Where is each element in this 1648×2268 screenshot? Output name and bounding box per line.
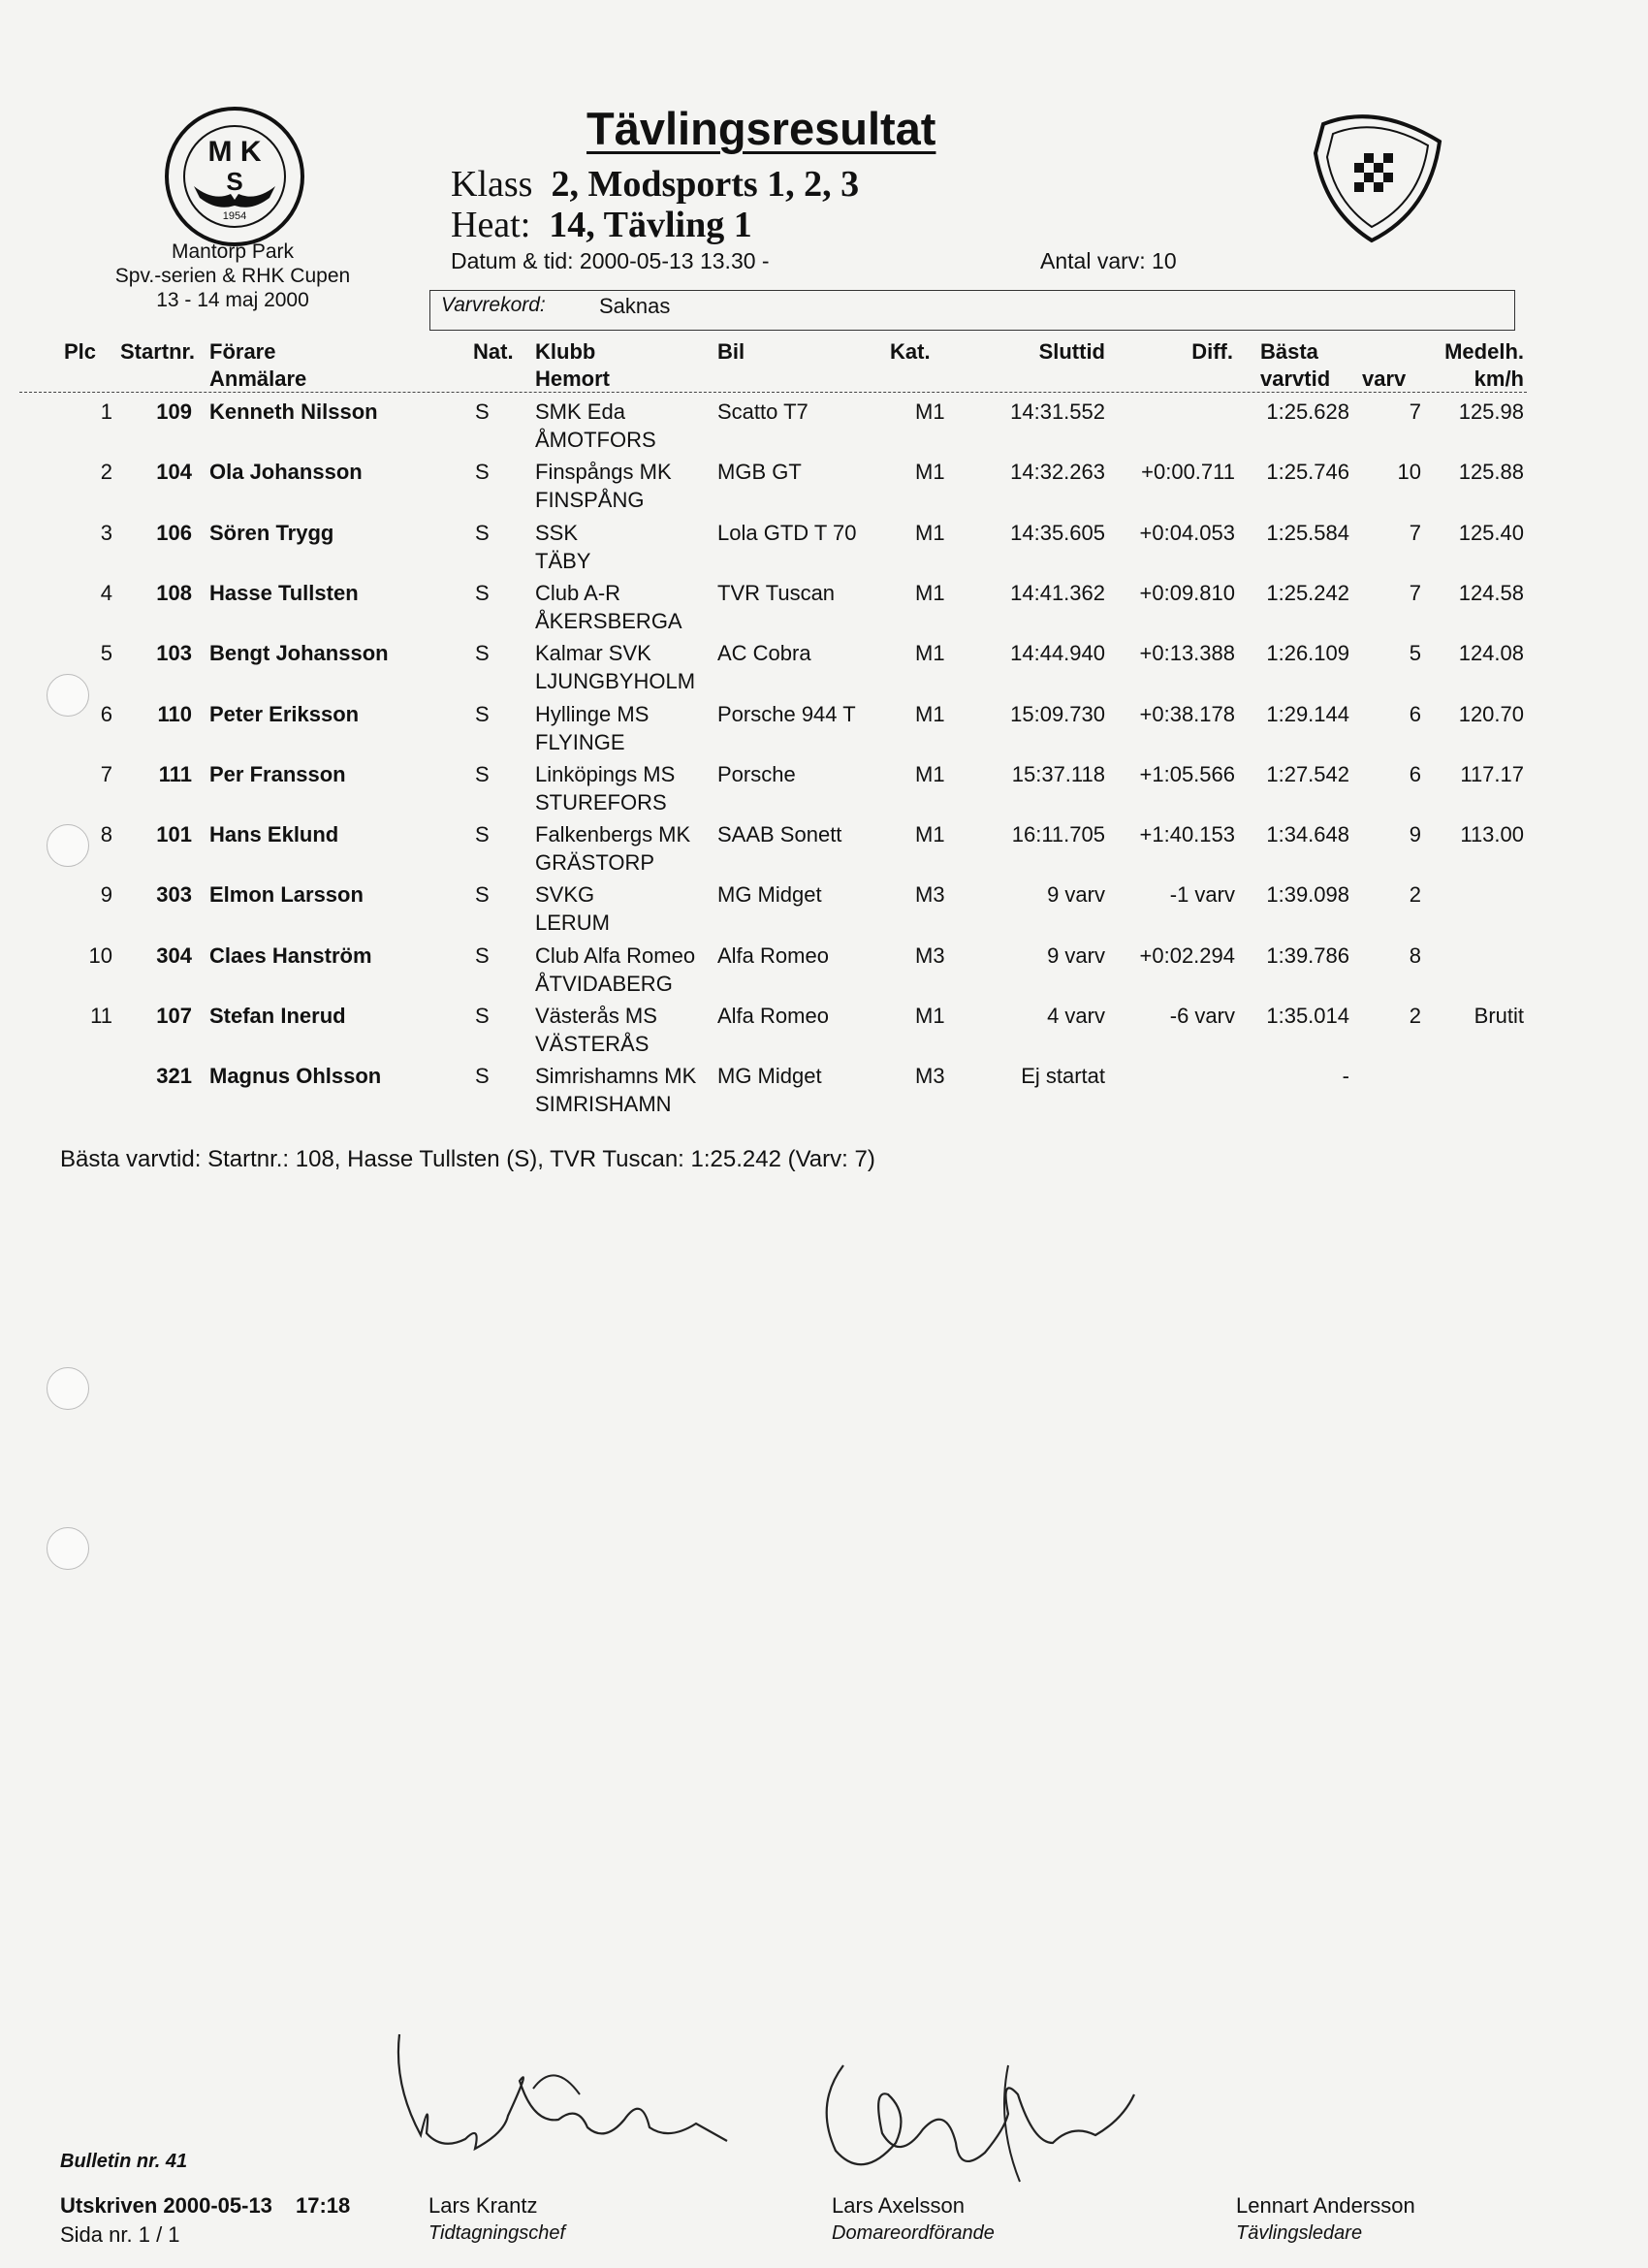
cell-plc: 11	[90, 1004, 112, 1028]
cell-varvtid: 1:34.648	[1266, 822, 1349, 847]
cell-nat: S	[475, 399, 490, 424]
cell-varv: 7	[1409, 580, 1421, 605]
cell-nat: S	[475, 882, 490, 908]
cell-hemort: ÅTVIDABERG	[535, 971, 673, 996]
cell-varvtid: 1:29.144	[1266, 701, 1349, 726]
cell-hemort: ÅMOTFORS	[535, 428, 656, 452]
table-row	[0, 702, 1648, 762]
antal-varv: Antal varv: 10	[1040, 248, 1177, 273]
cell-sluttid: 9 varv	[1047, 882, 1105, 908]
cell-startnr: 111	[158, 761, 192, 786]
cell-plc: 6	[100, 701, 112, 726]
cell-startnr: 108	[156, 580, 192, 605]
official-name: Lennart Andersson	[1236, 2193, 1415, 2218]
table-row	[0, 641, 1648, 701]
col-anmalare: Anmälare	[209, 367, 307, 391]
cell-varv: 7	[1409, 520, 1421, 545]
cell-hemort: STUREFORS	[535, 789, 667, 815]
cell-hemort: SIMRISHAMN	[535, 1092, 672, 1117]
cell-medel: 125.88	[1458, 460, 1524, 485]
best-lap-summary: Bästa varvtid: Startnr.: 108, Hasse Tullsten (S), TVR Tuscan: 1:25.242 (Varv: 7)	[60, 1146, 875, 1172]
col-plc: Plc	[64, 339, 97, 364]
cell-klubb: Västerås MS	[535, 1004, 657, 1028]
cell-varv: 6	[1409, 761, 1421, 786]
cell-medel: 113.00	[1460, 822, 1524, 847]
cell-varvtid: 1:35.014	[1266, 1004, 1349, 1028]
cell-forare: Hasse Tullsten	[209, 580, 359, 605]
cell-bil: Scatto T7	[717, 399, 808, 424]
cell-diff: +0:38.178	[1139, 701, 1235, 726]
col-hemort: Hemort	[535, 367, 611, 391]
svg-text:S: S	[226, 167, 243, 196]
col-startnr: Startnr.	[120, 339, 196, 364]
cell-varvtid: 1:25.628	[1266, 399, 1349, 424]
cell-startnr: 110	[157, 701, 192, 726]
venue-name: Mantorp Park	[171, 240, 295, 263]
col-kmh: km/h	[1474, 367, 1524, 391]
cell-plc: 4	[100, 580, 112, 605]
venue-dates: 13 - 14 maj 2000	[156, 289, 309, 311]
col-bil: Bil	[717, 339, 745, 364]
cell-kat: M1	[915, 701, 945, 726]
table-row	[0, 1064, 1648, 1124]
cell-kat: M1	[915, 399, 945, 424]
cell-forare: Hans Eklund	[209, 822, 339, 847]
cell-nat: S	[475, 641, 490, 666]
cell-hemort: LERUM	[535, 910, 611, 936]
cell-varvtid: 1:25.746	[1266, 460, 1349, 485]
col-medelh: Medelh.	[1444, 339, 1524, 364]
racerhistoriska-klubben-logo	[1304, 105, 1449, 250]
cell-bil: MG Midget	[717, 1064, 822, 1089]
cell-kat: M1	[915, 822, 945, 847]
cell-varv: 9	[1409, 822, 1421, 847]
cell-varvtid: 1:25.584	[1266, 520, 1349, 545]
klass-label: Klass	[451, 164, 533, 205]
cell-medel: 124.08	[1458, 641, 1524, 666]
table-row	[0, 882, 1648, 942]
cell-startnr: 104	[156, 460, 192, 485]
table-row	[0, 460, 1648, 520]
cell-varvtid: 1:26.109	[1266, 641, 1349, 666]
cell-bil: AC Cobra	[717, 641, 811, 666]
cell-medel: 117.17	[1460, 761, 1524, 786]
cell-diff: +0:13.388	[1139, 641, 1235, 666]
cell-diff: +1:05.566	[1139, 761, 1235, 786]
cell-plc: 8	[100, 822, 112, 847]
cell-forare: Peter Eriksson	[209, 701, 360, 726]
col-sluttid: Sluttid	[1038, 339, 1105, 364]
cell-sluttid: 15:09.730	[1010, 701, 1105, 726]
cell-forare: Bengt Johansson	[209, 641, 389, 666]
cell-kat: M1	[915, 460, 945, 485]
table-row	[0, 822, 1648, 882]
cell-bil: Porsche	[717, 761, 796, 786]
cell-startnr: 304	[156, 942, 192, 968]
cell-startnr: 103	[156, 641, 192, 666]
official-name: Lars Axelsson	[832, 2193, 965, 2218]
page-title: Tävlingsresultat	[586, 103, 936, 154]
cell-bil: SAAB Sonett	[717, 822, 842, 847]
cell-diff: +0:09.810	[1139, 580, 1235, 605]
signature-lars-krantz	[388, 2027, 756, 2172]
cell-hemort: GRÄSTORP	[535, 850, 655, 876]
cell-bil: Porsche 944 T	[717, 701, 856, 726]
cell-diff: +0:04.053	[1139, 520, 1235, 545]
cell-forare: Sören Trygg	[209, 520, 334, 545]
signature-lars-axelsson	[814, 2036, 1144, 2201]
cell-varv: 2	[1409, 882, 1421, 908]
cell-forare: Stefan Inerud	[209, 1004, 346, 1028]
col-nat: Nat.	[473, 339, 514, 364]
cell-klubb: SSK	[535, 520, 579, 545]
cell-klubb: Simrishamns MK	[535, 1064, 697, 1089]
cell-klubb: Club Alfa Romeo	[535, 942, 696, 968]
table-row	[0, 762, 1648, 822]
punch-hole	[47, 1527, 89, 1570]
cell-bil: MGB GT	[717, 460, 802, 485]
cell-sluttid: 4 varv	[1047, 1004, 1105, 1028]
cell-startnr: 109	[156, 399, 192, 424]
cell-forare: Elmon Larsson	[209, 882, 364, 908]
cell-varv: 5	[1409, 641, 1421, 666]
col-klubb: Klubb	[535, 339, 596, 364]
cell-plc: 7	[100, 761, 112, 786]
cell-hemort: FINSPÅNG	[535, 488, 645, 513]
cell-medel: 125.98	[1458, 399, 1524, 424]
official-role: Tidtagningschef	[428, 2222, 566, 2244]
cell-kat: M3	[915, 942, 945, 968]
cell-klubb: Hyllinge MS	[535, 701, 650, 726]
cell-klubb: Finspångs MK	[535, 460, 672, 485]
heat-value: 14, Tävling 1	[549, 205, 752, 245]
official-name: Lars Krantz	[428, 2193, 538, 2218]
cell-varvtid: 1:39.098	[1266, 882, 1349, 908]
cell-sluttid: 16:11.705	[1011, 822, 1105, 847]
cell-sluttid: Ej startat	[1021, 1064, 1105, 1089]
cell-varvtid: 1:27.542	[1266, 761, 1349, 786]
cell-plc: 9	[100, 882, 112, 908]
cell-startnr: 107	[156, 1004, 192, 1028]
cell-nat: S	[475, 701, 490, 726]
cell-plc: 1	[100, 399, 112, 424]
cell-klubb: SMK Eda	[535, 399, 625, 424]
heat-label: Heat:	[451, 205, 531, 245]
cell-kat: M1	[915, 580, 945, 605]
cell-hemort: LJUNGBYHOLM	[535, 669, 696, 694]
cell-diff: -1 varv	[1169, 882, 1235, 908]
cell-sluttid: 14:31.552	[1010, 399, 1105, 424]
col-forare: Förare	[209, 339, 276, 364]
klass-line	[451, 163, 859, 206]
cell-medel: 125.40	[1458, 520, 1524, 545]
klass-value: 2, Modsports 1, 2, 3	[551, 164, 860, 205]
cell-nat: S	[475, 1004, 490, 1028]
header-divider	[19, 392, 1527, 393]
cell-nat: S	[475, 761, 490, 786]
cell-sluttid: 14:32.263	[1010, 460, 1105, 485]
cell-startnr: 106	[156, 520, 192, 545]
cell-kat: M1	[915, 1004, 945, 1028]
cell-kat: M1	[915, 520, 945, 545]
col-kat: Kat.	[890, 339, 931, 364]
table-row	[0, 399, 1648, 460]
table-row	[0, 521, 1648, 581]
cell-klubb: Club A-R	[535, 580, 621, 605]
table-row	[0, 1004, 1648, 1064]
cell-varv: 6	[1409, 701, 1421, 726]
cell-klubb: Kalmar SVK	[535, 641, 651, 666]
cell-medel: Brutit	[1474, 1004, 1524, 1028]
cell-forare: Per Fransson	[209, 761, 346, 786]
utskriven-time: 17:18	[296, 2193, 351, 2218]
cell-startnr: 303	[156, 882, 192, 908]
page-number: Sida nr. 1 / 1	[60, 2222, 180, 2247]
cell-varvtid: 1:25.242	[1266, 580, 1349, 605]
bulletin-number: Bulletin nr. 41	[60, 2151, 188, 2172]
cell-varv: 7	[1409, 399, 1421, 424]
cell-diff: -6 varv	[1169, 1004, 1235, 1028]
cell-plc: 10	[88, 942, 112, 968]
cell-nat: S	[475, 460, 490, 485]
cell-forare: Claes Hanström	[209, 942, 372, 968]
col-varvtid: varvtid	[1260, 367, 1331, 391]
svg-text:1954: 1954	[222, 210, 247, 222]
cell-hemort: FLYINGE	[535, 729, 625, 754]
col-diff: Diff.	[1191, 339, 1233, 364]
cell-medel: 124.58	[1458, 580, 1524, 605]
cell-sluttid: 14:44.940	[1010, 641, 1105, 666]
table-row	[0, 581, 1648, 641]
cell-forare: Ola Johansson	[209, 460, 363, 485]
heat-line	[451, 204, 752, 246]
cell-varv: 10	[1397, 460, 1421, 485]
cell-plc: 2	[100, 460, 112, 485]
cell-kat: M1	[915, 761, 945, 786]
cell-sluttid: 14:41.362	[1010, 580, 1105, 605]
col-basta: Bästa	[1260, 339, 1318, 364]
cell-startnr: 101	[156, 822, 192, 847]
punch-hole	[47, 1367, 89, 1410]
cell-plc: 5	[100, 641, 112, 666]
datum-tid: Datum & tid: 2000-05-13 13.30 -	[451, 248, 770, 273]
cell-forare: Kenneth Nilsson	[209, 399, 378, 424]
cell-kat: M3	[915, 882, 945, 908]
cell-sluttid: 9 varv	[1047, 942, 1105, 968]
cell-kat: M1	[915, 641, 945, 666]
cell-sluttid: 14:35.605	[1010, 520, 1105, 545]
varvrekord-label: Varvrekord:	[441, 294, 546, 316]
cell-nat: S	[475, 520, 490, 545]
cell-nat: S	[475, 942, 490, 968]
table-row	[0, 943, 1648, 1004]
cell-bil: Alfa Romeo	[717, 942, 829, 968]
cell-diff: +0:02.294	[1139, 942, 1235, 968]
cell-varvtid: 1:39.786	[1266, 942, 1349, 968]
official-role: Domareordförande	[832, 2222, 995, 2244]
cell-plc: 3	[100, 520, 112, 545]
cell-varv: 2	[1409, 1004, 1421, 1028]
svg-text:M K: M K	[207, 136, 262, 168]
utskriven-date: Utskriven 2000-05-13	[60, 2193, 272, 2218]
cell-bil: Lola GTD T 70	[717, 520, 857, 545]
cell-klubb: Linköpings MS	[535, 761, 676, 786]
cell-medel: 120.70	[1458, 701, 1524, 726]
varvrekord-box	[429, 290, 1515, 331]
cell-nat: S	[475, 1064, 490, 1089]
cell-hemort: ÅKERSBERGA	[535, 608, 682, 633]
cell-forare: Magnus Ohlsson	[209, 1064, 382, 1089]
cell-varv: 8	[1409, 942, 1421, 968]
official-role: Tävlingsledare	[1236, 2222, 1363, 2244]
cell-hemort: VÄSTERÅS	[535, 1032, 650, 1056]
cell-klubb: SVKG	[535, 882, 595, 908]
cell-diff: +1:40.153	[1139, 822, 1235, 847]
cell-diff: +0:00.711	[1141, 460, 1235, 485]
cell-klubb: Falkenbergs MK	[535, 822, 691, 847]
cell-bil: MG Midget	[717, 882, 822, 908]
cell-startnr: 321	[156, 1064, 192, 1089]
cell-nat: S	[475, 580, 490, 605]
cell-kat: M3	[915, 1064, 945, 1089]
varvrekord-value: Saknas	[599, 294, 671, 318]
cell-bil: Alfa Romeo	[717, 1004, 829, 1028]
cell-hemort: TÄBY	[535, 548, 591, 573]
cell-nat: S	[475, 822, 490, 847]
col-varv: varv	[1362, 367, 1407, 391]
mks-club-logo	[163, 105, 306, 248]
cell-bil: TVR Tuscan	[717, 580, 836, 605]
venue-series: Spv.-serien & RHK Cupen	[114, 265, 351, 287]
cell-varvtid: -	[1342, 1064, 1349, 1089]
cell-sluttid: 15:37.118	[1011, 761, 1105, 786]
